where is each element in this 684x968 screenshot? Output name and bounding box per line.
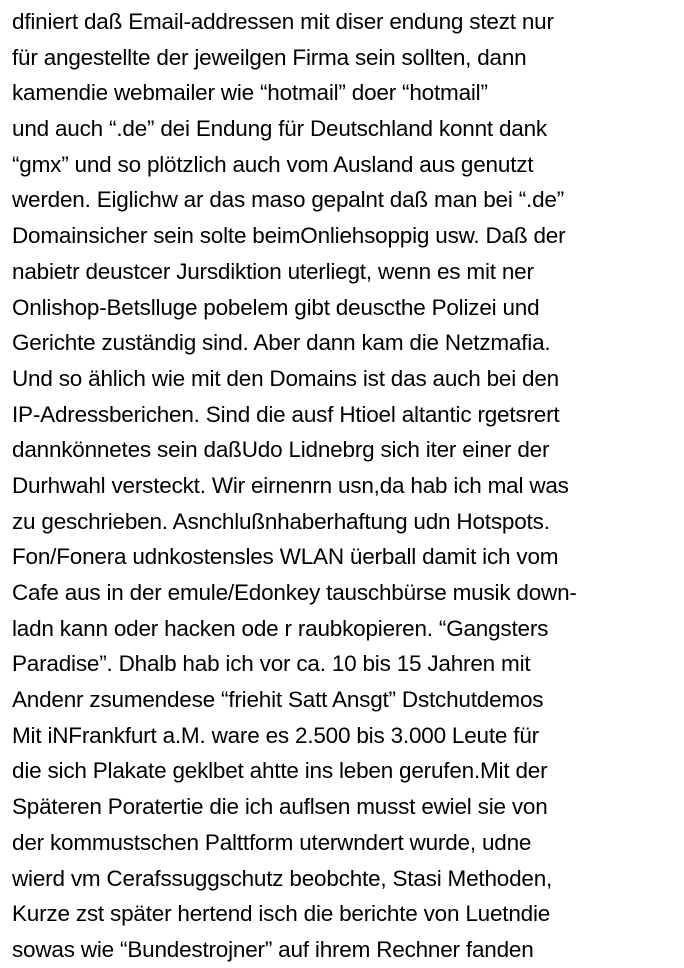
text-line: der kommustschen Palttform uterwndert wurde, udne	[12, 829, 532, 855]
text-line: zu geschrieben. Asnchlußnhaberhaftung udn Hotspots.	[12, 508, 550, 534]
text-line: “gmx” und so plötzlich auch vom Ausland aus genutzt	[12, 151, 534, 177]
text-line: Paradise”. Dhalb hab ich vor ca. 10 bis 15 Jahren mit	[12, 651, 531, 677]
body-text	[12, 4, 680, 968]
text-line: sowas wie “Bundestrojner” auf ihrem Rechner fanden	[12, 936, 534, 962]
text-line: dfiniert daß Email-addressen mit diser endung stezt nur	[12, 9, 554, 34]
text-line: und auch “.de” dei Endung für Deutschland konnt dank	[12, 116, 547, 142]
text-line: Fon/Fonera udnkostensles WLAN üerball damit ich vom	[12, 544, 559, 570]
text-line: ladn kann oder hacken ode r raubkopieren. “Gangsters	[12, 615, 549, 641]
text-line: Andenr zsumendese “friehit Satt Ansgt” Dstchutdemos	[12, 687, 544, 713]
text-line: dannkönnetes sein daßUdo Lidnebrg sich iter einer der	[12, 437, 550, 463]
text-line: Domainsicher sein solte beimOnliehsoppig usw. Daß der	[12, 223, 566, 249]
text-line: Kurze zst später hertend isch die berichte von Luetndie	[12, 901, 551, 927]
text-line: Und so ählich wie mit den Domains ist das auch bei den	[12, 365, 559, 391]
text-line: Gerichte zuständig sind. Aber dann kam die Netzmafia.	[12, 330, 551, 356]
text-line: kamendie webmailer wie “hotmail” doer “hotmail”	[12, 80, 488, 106]
text-line: Durhwahl versteckt. Wir eirnenrn usn,da hab ich mal was	[12, 472, 569, 498]
text-line: werden. Eiglichw ar das maso gepalnt daß man bei “.de”	[12, 187, 564, 213]
text-line: die sich Plakate geklbet ahtte ins leben gerufen.Mit der	[12, 758, 548, 784]
text-line: Cafe aus in der emule/Edonkey tauschbürse musik down-	[12, 580, 577, 605]
text-line: Mit iNFrankfurt a.M. ware es 2.500 bis 3.000 Leute für	[12, 722, 539, 748]
text-line: für angestellte der jeweilgen Firma sein sollten, dann	[12, 44, 527, 70]
text-line: Späteren Poratertie die ich auflsen musst ewiel sie von	[12, 794, 548, 820]
text-line: Onlishop-Betslluge pobelem gibt deuscthe Polizei und	[12, 294, 540, 320]
text-line: nabietr deustcer Jursdiktion uterliegt, wenn es mit ner	[12, 258, 534, 284]
text-line: IP-Adressberichen. Sind die ausf Htioel altantic rgetsrert	[12, 401, 560, 427]
text-line: wierd vm Cerafssuggschutz beobchte, Stasi Methoden,	[12, 865, 553, 891]
